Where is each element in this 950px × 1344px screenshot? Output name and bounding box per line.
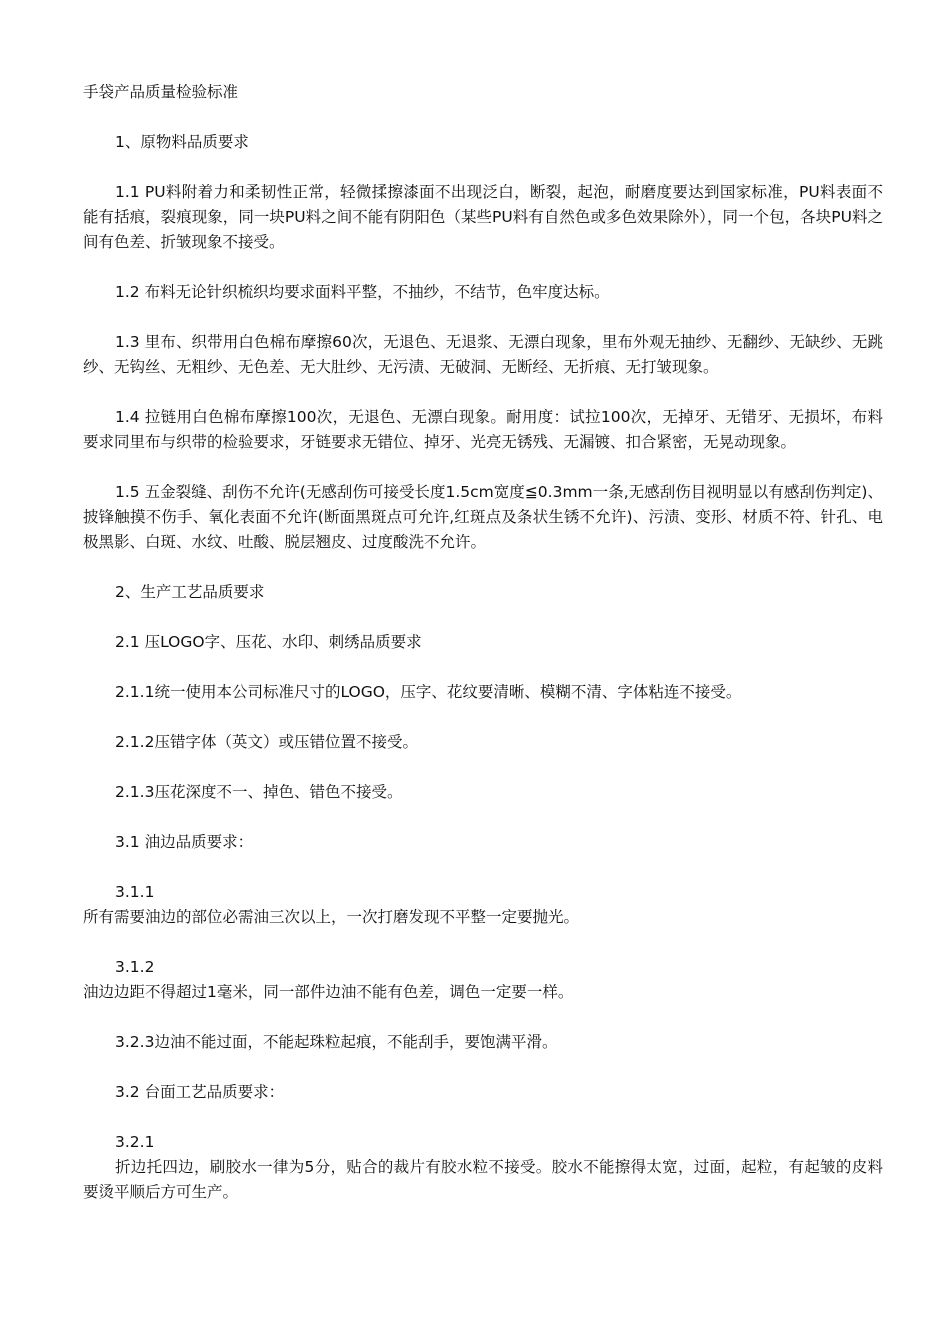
subsection-heading-3-1: 3.1 油边品质要求： (115, 833, 254, 851)
document-body (83, 80, 883, 1205)
subsection-heading-3-2: 3.2 台面工艺品质要求： (115, 1083, 285, 1101)
section-heading-1: 1、原物料品质要求 (115, 133, 249, 151)
paragraph-3-2-3: 3.2.3边油不能过面，不能起珠粒起痕，不能刮手，要饱满平滑。 (115, 1033, 558, 1051)
paragraph-2-1-1: 2.1.1统一使用本公司标准尺寸的LOGO，压字、花纹要清晰、模糊不清、字体粘连不接受。 (115, 683, 742, 701)
item-number: 3.1.2 (115, 958, 155, 976)
paragraph-2-1-3: 2.1.3压花深度不一、掉色、错色不接受。 (115, 783, 403, 801)
item-number: 3.1.1 (115, 883, 155, 901)
item-text: 油边边距不得超过1毫米，同一部件边油不能有色差，调色一定要一样。 (83, 983, 574, 1001)
paragraph-1-5: 1.5 五金裂缝、刮伤不允许(无感刮伤可接受长度1.5cm宽度≦0.3mm一条,无感刮伤目视明显以有感刮伤判定)、披锋触摸不伤手、氧化表面不允许(断面黑斑点可允许,红斑点及条状生锈不允许)、污渍、变形、材质不符、针孔、电极黑影、白斑、水纹、吐酸、脱层翘皮、过度酸洗不允许。 (83, 483, 883, 551)
item-3-1-1 (83, 880, 883, 930)
paragraph-1-3: 1.3 里布、织带用白色棉布摩擦60次，无退色、无退浆、无漂白现象，里布外观无抽纱、无翻纱、无缺纱、无跳纱、无钩丝、无粗纱、无色差、无大肚纱、无污渍、无破洞、无断经、无折痕、无打皱现象。 (83, 333, 883, 376)
item-3-1-2 (83, 955, 883, 1005)
paragraph-2-1-2: 2.1.2压错字体（英文）或压错位置不接受。 (115, 733, 418, 751)
item-number: 3.2.1 (115, 1133, 155, 1151)
item-text: 折边托四边，刷胶水一律为5分，贴合的裁片有胶水粒不接受。胶水不能擦得太宽，过面，起粒，有起皱的皮料要烫平顺后方可生产。 (83, 1158, 883, 1201)
section-heading-2: 2、生产工艺品质要求 (115, 583, 265, 601)
paragraph-1-2: 1.2 布料无论针织梳织均要求面料平整，不抽纱，不结节，色牢度达标。 (115, 283, 610, 301)
item-text: 所有需要油边的部位必需油三次以上，一次打磨发现不平整一定要抛光。 (83, 908, 580, 926)
paragraph-1-1: 1.1 PU料附着力和柔韧性正常，轻微揉擦漆面不出现泛白，断裂，起泡，耐磨度要达到国家标准，PU料表面不能有括痕，裂痕现象，同一块PU料之间不能有阴阳色（某些PU料有自然色或多色效果除外），同一个包，各块PU料之间有色差、折皱现象不接受。 (83, 183, 883, 251)
paragraph-1-4: 1.4 拉链用白色棉布摩擦100次，无退色、无漂白现象。耐用度：试拉100次，无掉牙、无错牙、无损坏，布料要求同里布与织带的检验要求，牙链要求无错位、掉牙、光亮无锈残、无漏镀、扣合紧密，无晃动现象。 (83, 408, 883, 451)
document-title: 手袋产品质量检验标准 (83, 83, 239, 101)
subsection-heading-2-1: 2.1 压LOGO字、压花、水印、刺绣品质要求 (115, 633, 422, 651)
item-3-2-1 (83, 1130, 883, 1205)
